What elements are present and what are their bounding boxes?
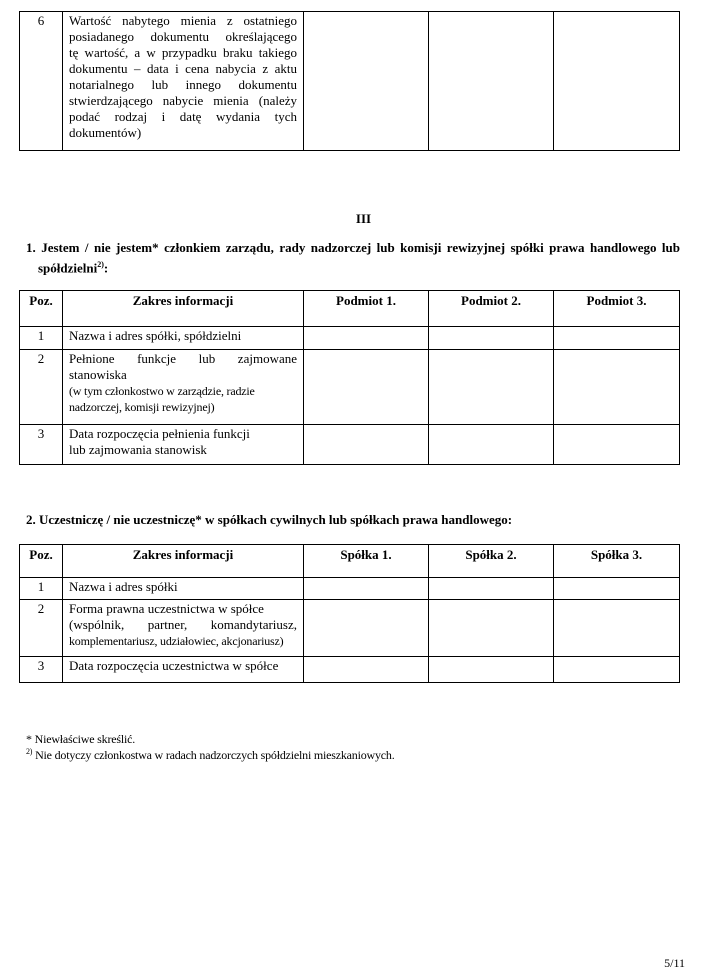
text-line: nadzorczej, komisji rewizyjnej) [69, 400, 215, 414]
entry-cell[interactable] [304, 578, 429, 600]
text-line: komplementariusz, udziałowiec, akcjonariusz) [69, 634, 284, 648]
table-row [20, 578, 680, 600]
column-header: Podmiot 1. [304, 291, 429, 327]
entry-cell[interactable] [554, 600, 680, 657]
row-description [63, 578, 304, 600]
entry-cell[interactable] [429, 578, 554, 600]
text-line: Nazwa i adres spółki, spółdzielni [69, 328, 242, 343]
entry-cell[interactable] [554, 578, 680, 600]
column-header: Poz. [20, 545, 63, 578]
question-1-line [26, 256, 680, 276]
footnote-star: * Niewłaściwe skreślić. [26, 732, 136, 746]
text-line: Wartość nabytego mienia z ostatniego [69, 13, 297, 28]
row-description [63, 425, 304, 465]
text-line: notarialnego lub innego dokumentu [69, 77, 297, 92]
text-line: dokumentu – data i cena nabycia z aktu [69, 61, 297, 76]
row-description [63, 350, 304, 425]
entry-cell[interactable] [429, 600, 554, 657]
text-line: (w tym członkostwo w zarządzie, radzie [69, 384, 255, 398]
column-header: Spółka 1. [304, 545, 429, 578]
column-header: Poz. [20, 291, 63, 327]
entry-cell[interactable] [304, 600, 429, 657]
table-header-row [20, 545, 680, 578]
text-line: (wspólnik, partner, komandytariusz, [69, 617, 297, 632]
table-row [20, 327, 680, 350]
table-row [20, 425, 680, 465]
entry-cell[interactable] [429, 327, 554, 350]
row-number: 3 [20, 657, 63, 683]
column-header: Podmiot 2. [429, 291, 554, 327]
entry-cell[interactable] [554, 657, 680, 683]
footnote-2 [26, 747, 395, 763]
section-heading: III [355, 211, 372, 226]
row-number: 3 [20, 425, 63, 465]
entry-cell[interactable] [304, 425, 429, 465]
column-header: Spółka 3. [554, 545, 680, 578]
footnote-text: Nie dotyczy członkostwa w radach nadzorczych spółdzielni mieszkaniowych. [32, 748, 395, 762]
entry-cell[interactable] [429, 425, 554, 465]
column-header: Spółka 2. [429, 545, 554, 578]
entry-cell[interactable] [304, 657, 429, 683]
entry-cell[interactable] [429, 657, 554, 683]
entry-cell[interactable] [429, 12, 554, 151]
text-line: Data rozpoczęcia uczestnictwa w spółce [69, 658, 279, 673]
column-header: Zakres informacji [63, 545, 304, 578]
row-description [63, 327, 304, 350]
table-header-row [20, 291, 680, 327]
entry-cell[interactable] [554, 350, 680, 425]
entry-cell[interactable] [304, 327, 429, 350]
question-2: 2. Uczestniczę / nie uczestniczę* w spółkach cywilnych lub spółkach prawa handlowego: [26, 512, 513, 527]
table-row [20, 12, 680, 151]
column-header: Podmiot 3. [554, 291, 680, 327]
column-header: Zakres informacji [63, 291, 304, 327]
row-number: 1 [20, 327, 63, 350]
row-description [63, 12, 304, 151]
footnote-marker: 2) [97, 260, 104, 269]
entry-cell[interactable] [304, 350, 429, 425]
row-number: 6 [20, 12, 63, 151]
table-row [20, 657, 680, 683]
row-number: 2 [20, 600, 63, 657]
footnote-marker: 2) [26, 747, 33, 756]
text-line: tę wartość, a w przypadku braku takiego [69, 45, 297, 60]
entry-cell[interactable] [554, 327, 680, 350]
text-line: posiadanego dokumentu określającego [69, 29, 297, 44]
text-line: Data rozpoczęcia pełnienia funkcji [69, 426, 250, 441]
text-line: stanowiska [69, 367, 127, 382]
text-line: lub zajmowania stanowisk [69, 442, 207, 457]
asset-table-continued [19, 11, 680, 151]
table-row [20, 600, 680, 657]
row-number: 1 [20, 578, 63, 600]
entry-cell[interactable] [554, 12, 680, 151]
question-1 [26, 239, 680, 276]
question-1-colon: : [103, 260, 109, 276]
entry-cell[interactable] [429, 350, 554, 425]
text-line: Nazwa i adres spółki [69, 579, 178, 594]
text-line: Forma prawna uczestnictwa w spółce [69, 601, 264, 616]
board-membership-table [19, 290, 680, 465]
text-line: dokumentów) [69, 125, 142, 140]
row-description [63, 657, 304, 683]
page-number: 5/11 [664, 956, 685, 970]
entry-cell[interactable] [304, 12, 429, 151]
text-line: Pełnione funkcje lub zajmowane [69, 351, 297, 366]
company-participation-table [19, 544, 680, 683]
row-description [63, 600, 304, 657]
entry-cell[interactable] [554, 425, 680, 465]
question-1-line: 1. Jestem / nie jestem* członkiem zarządu, rady nadzorczej lub komisji rewizyjnej spółki prawa handlowego lub [26, 240, 680, 255]
row-number: 2 [20, 350, 63, 425]
table-row [20, 350, 680, 425]
question-1-word: spółdzielni [38, 260, 98, 276]
text-line: podać rodzaj i datę wydania tych [69, 109, 297, 124]
text-line: stwierdzającego nabycie mienia (należy [69, 93, 297, 108]
